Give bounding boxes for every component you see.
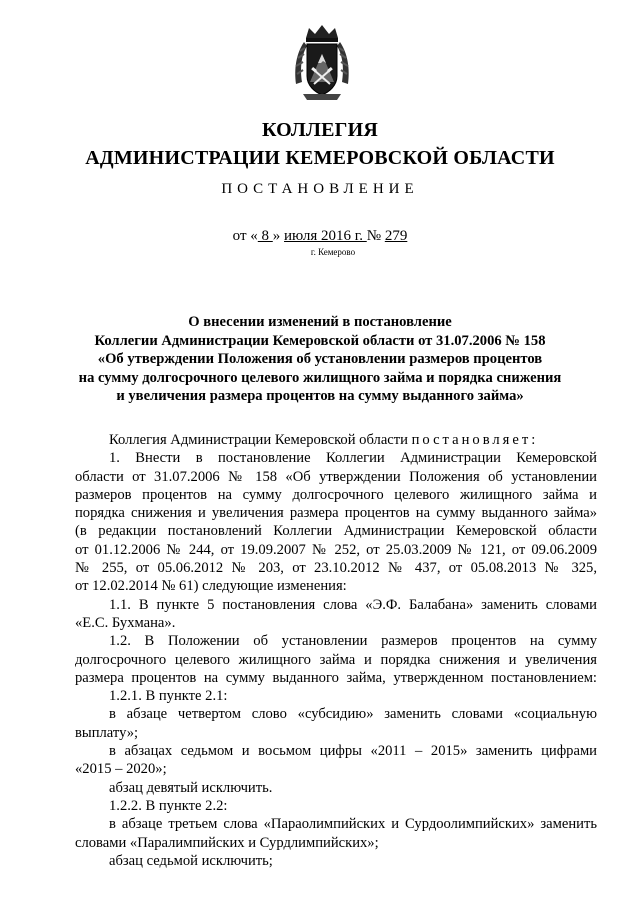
- date-line: [0, 228, 640, 245]
- document-type: ПОСТАНОВЛЕНИЕ: [221, 181, 419, 197]
- title-line: и увеличения размера процентов на сумму выданного займа»: [116, 388, 524, 404]
- body-line: абзац седьмой исключить;: [109, 852, 273, 869]
- city: г. Кемерово: [310, 247, 356, 257]
- body-line: размера процентов на сумму выданного займа, утвержденном постановлением:: [75, 669, 597, 686]
- title-line: «Об утверждении Положения об установлении размеров процентов: [97, 351, 543, 367]
- body-line: области от 31.07.2006 № 158 «Об утверждении Положения об установлении: [75, 468, 597, 485]
- body-line: 1.2.2. В пункте 2.2:: [109, 797, 228, 814]
- body-line: «2015 – 2020»;: [75, 761, 167, 778]
- org-title-line1: КОЛЛЕГИЯ: [261, 119, 379, 141]
- body-line: долгосрочного целевого жилищного займа и порядка снижения и увеличения: [75, 651, 597, 668]
- document-title: [0, 313, 640, 406]
- intro-spaced-word: постановляет:: [411, 432, 539, 448]
- document-number: 279: [384, 228, 408, 244]
- title-line: О внесении изменений в постановление: [188, 314, 452, 330]
- body-line: размеров процентов на сумму долгосрочного целевого жилищного займа и: [75, 486, 597, 503]
- date-day: 8: [257, 228, 273, 244]
- date-mid: »: [272, 228, 285, 244]
- body-line: 1. Внести в постановление Коллегии Администрации Кемеровской: [109, 450, 597, 467]
- body-line: 1.2. В Положении об установлении размеров процентов на сумму: [109, 633, 597, 650]
- body-line: № 255, от 05.06.2012 № 203, от 23.10.2012 № 437, от 05.08.2013 № 325,: [75, 560, 597, 577]
- body-line: выплату»;: [75, 724, 139, 741]
- body-line: 1.2.1. В пункте 2.1:: [109, 688, 228, 705]
- body-line: в абзацах седьмом и восьмом цифры «2011 – 2015» заменить цифрами: [109, 743, 597, 760]
- org-title-line2: АДМИНИСТРАЦИИ КЕМЕРОВСКОЙ ОБЛАСТИ: [85, 147, 555, 169]
- body-line: в абзаце третьем слова «Параолимпийских и Сурдоолимпийских» заменить: [109, 816, 597, 833]
- body-line: 1.1. В пункте 5 постановления слова «Э.Ф. Балабана» заменить словами: [109, 596, 597, 613]
- intro-text: Коллегия Администрации Кемеровской области: [109, 432, 412, 448]
- coat-of-arms-emblem: [293, 24, 351, 104]
- title-line: Коллегии Администрации Кемеровской области от 31.07.2006 № 158: [94, 332, 546, 349]
- document-body: [75, 431, 597, 870]
- body-line: словами «Паралимпийских и Сурдлимпийских»;: [75, 834, 379, 851]
- date-month-year: июля 2016 г.: [284, 228, 367, 244]
- body-line: в абзаце четвертом слово «субсидию» заменить словами «социальную: [109, 706, 597, 723]
- body-line: абзац девятый исключить.: [109, 779, 273, 796]
- body-line: от 12.02.2014 № 61) следующие изменения:: [75, 578, 347, 595]
- intro-paragraph: [75, 431, 597, 449]
- body-line: (в редакции постановлений Коллегии Администрации Кемеровской области: [75, 523, 597, 540]
- number-label: №: [366, 228, 382, 244]
- title-line: на сумму долгосрочного целевого жилищного займа и порядка снижения: [78, 369, 562, 386]
- body-line: от 01.12.2006 № 244, от 19.09.2007 № 252, от 25.03.2009 № 121, от 09.06.2009: [75, 541, 597, 558]
- body-line: порядка снижения и увеличения размера процентов на сумму выданного займа»: [75, 505, 597, 522]
- date-prefix: от «: [232, 228, 258, 244]
- body-line: «Е.С. Бухмана».: [75, 614, 176, 631]
